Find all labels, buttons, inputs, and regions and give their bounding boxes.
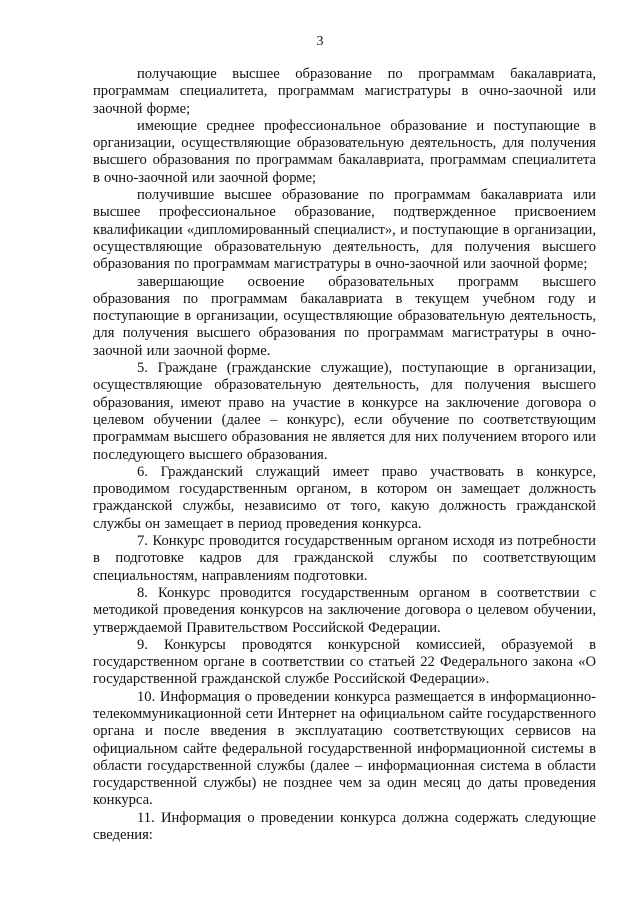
page-number: 3 [316, 34, 324, 49]
paragraph-item-3: получившие высшее образование по программам бакалавриата или высшее профессиональное образование, подтвержденное присвоением квалификации «дипломированный специалист», и поступающие в организации, осуществляющие образовательную деятельность, для получения высшего образования по программам магистратуры в очно-заочной или заочной форме; [93, 187, 596, 273]
paragraph-section-9: 9. Конкурсы проводятся конкурсной комиссией, образуемой в государственном органе в соответствии со статьей 22 Федерального закона «О государственной гражданской службе Российской Федерации». [93, 636, 596, 688]
paragraph-item-4: завершающие освоение образовательных программ высшего образования по программам бакалавриата в текущем учебном году и поступающие в организации, осуществляющие образовательную деятельность, для получения высшего образования по программам магистратуры в очно-заочной или заочной форме. [93, 273, 596, 359]
paragraph-section-6: 6. Гражданский служащий имеет право участвовать в конкурсе, проводимом государственным органом, в котором он замещает должность гражданской службы, независимо от того, какую должность гражданской службы он замещает в период проведения конкурса. [93, 463, 596, 532]
paragraph-section-7: 7. Конкурс проводится государственным органом исходя из потребности в подготовке кадров для гражданской службы по соответствующим специальностям, направлениям подготовки. [93, 533, 596, 584]
paragraph-section-8: 8. Конкурс проводится государственным органом в соответствии с методикой проведения конкурсов на заключение договора о целевом обучении, утверждаемой Правительством Российской Федерации. [93, 584, 596, 636]
paragraph-section-11: 11. Информация о проведении конкурса должна содержать следующие сведения: [93, 809, 596, 844]
paragraph-section-10: 10. Информация о проведении конкурса размещается в информационно-телекоммуникационной сети Интернет на официальном сайте государственного органа и после введения в эксплуатацию соответствующих сервисов на официальном сайте федеральной государственной информационной системы в области государственной службы (далее – информационная система в области государственной службы) не позднее чем за один месяц до даты проведения конкурса. [93, 688, 596, 809]
paragraph-item-1: получающие высшее образование по программам бакалавриата, программам специалитета, программам магистратуры в очно-заочной или заочной форме; [93, 66, 596, 117]
paragraph-item-2: имеющие среднее профессиональное образование и поступающие в организации, осуществляющие образовательную деятельность, для получения высшего образования по программам бакалавриата, программам специалитета в очно-заочной или заочной форме; [93, 117, 596, 186]
paragraph-section-5: 5. Граждане (гражданские служащие), поступающие в организации, осуществляющие образовательную деятельность, для получения высшего образования, имеют право на участие в конкурсе на заключение договора о целевом обучении (далее – конкурс), если обучение по соответствующим программам высшего образования не является для них получением второго или последующего высшего образования. [93, 360, 596, 463]
document-body [93, 66, 596, 844]
